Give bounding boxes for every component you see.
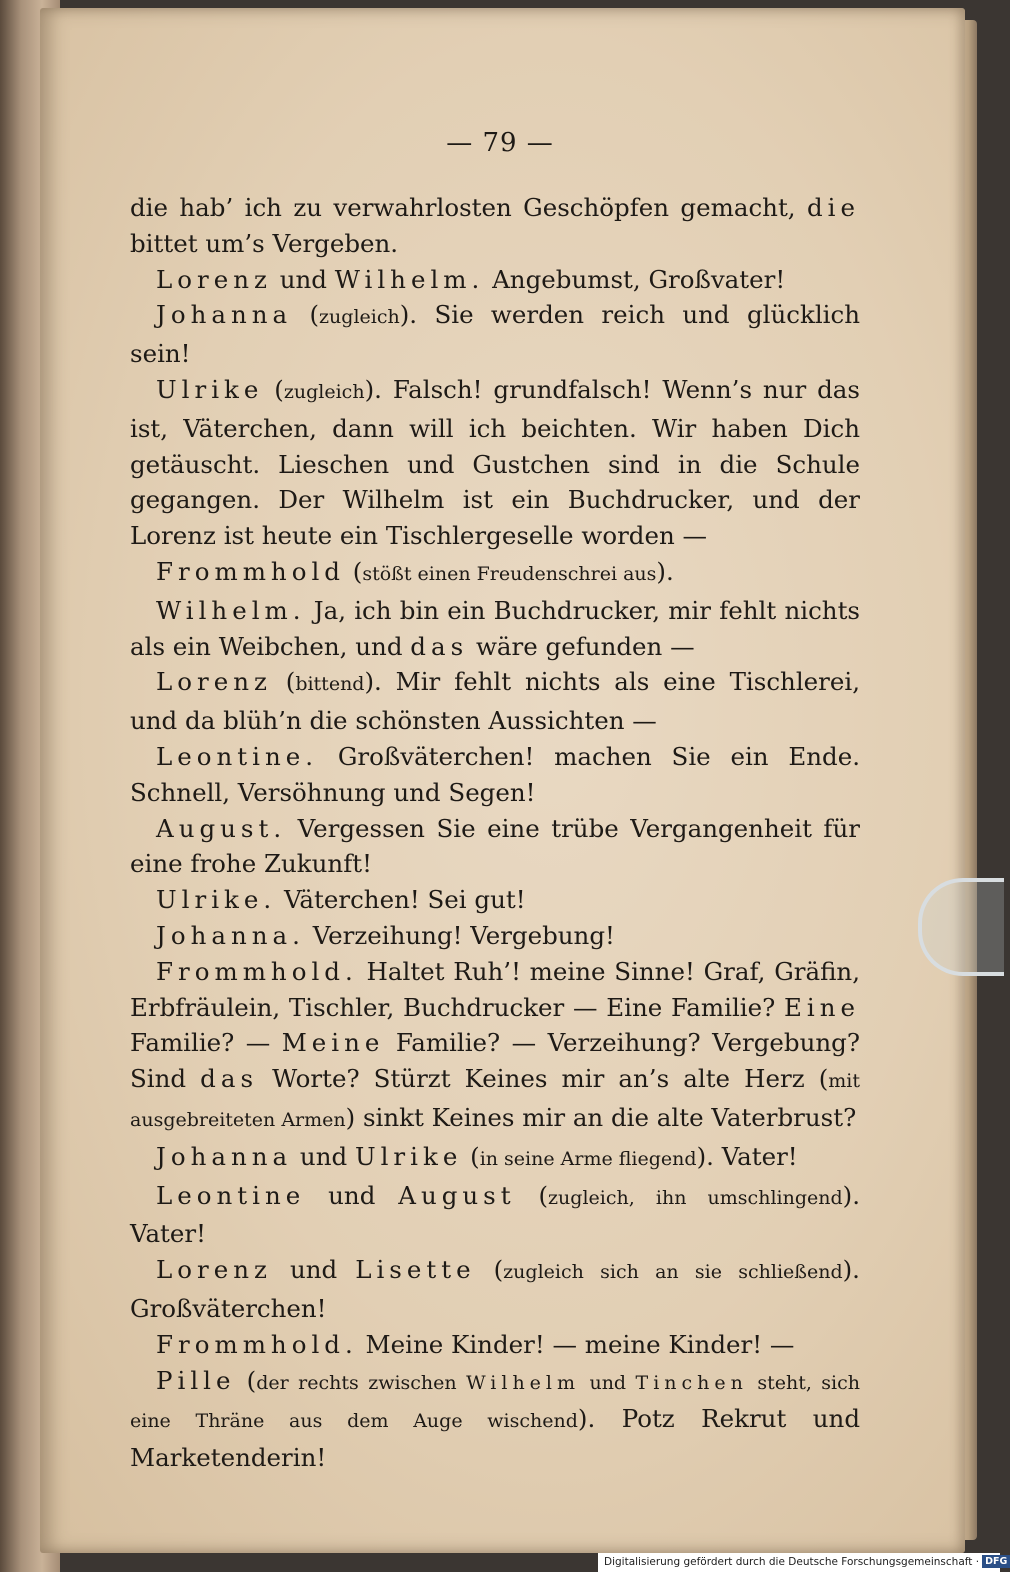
speaker-name: Johanna [156,1141,293,1171]
text-paragraph [130,1327,860,1363]
speaker-name: August. [156,813,287,843]
text-run: Angebumst, Großvater! [484,264,786,294]
stage-direction: mit ausgebreiteten Armen [130,1070,860,1131]
speaker-name: Wilhelm. [156,595,306,625]
text-paragraph [130,1139,860,1178]
stage-direction-name: Tinchen [635,1371,748,1394]
text-paragraph [130,1252,860,1327]
speaker-name: Lorenz [156,667,272,697]
text-paragraph [130,918,860,954]
speaker-name: Frommhold [156,556,345,586]
text-run: und [271,264,335,294]
text-run: ). Potz Rekrut und Marketenderin! [130,1404,861,1473]
text-run: Großväterchen! machen Sie ein Ende. Schnell, Versöhnung und Segen! [130,741,860,807]
text-run: und [305,1180,399,1210]
speaker-name: Leontine. [156,741,319,771]
digitization-credit [598,1553,1008,1572]
text-paragraph [130,811,860,883]
text-run: ( [515,1180,549,1210]
text-paragraph [130,1178,860,1253]
text-paragraph [130,297,860,372]
speaker-name: das [200,1064,259,1094]
speaker-name: das [410,631,469,661]
credit-text: Digitalisierung gefördert durch die Deutsche Forschungsgemeinschaft · [604,1556,980,1568]
text-run: ). Vater! [696,1141,798,1171]
stage-direction: steht, sich eine Thräne aus dem Auge wischend [130,1371,860,1433]
text-run: wäre gefunden — [468,631,695,661]
text-paragraph [130,664,860,739]
text-paragraph [130,739,860,811]
speaker-name: Meine [281,1028,385,1058]
text-run: ( [462,1141,480,1171]
text-run: ( [344,556,363,586]
text-paragraph [130,1363,860,1476]
text-run: ( [292,300,320,330]
speaker-name: August [398,1180,516,1210]
text-paragraph [130,954,860,1139]
text-run: ). Großväterchen! [130,1255,860,1323]
stage-direction: und [580,1371,636,1394]
text-run: Vergessen Sie eine trübe Vergangenheit für eine frohe Zukunft! [130,813,860,879]
stage-direction: der rechts zwischen [256,1371,467,1394]
text-paragraph [130,262,860,298]
text-run: ). Sie werden reich und glücklich sein! [130,300,860,369]
stage-direction: zugleich [283,380,365,403]
stage-direction: zugleich, ihn umschlingend [548,1186,843,1209]
stage-direction-name: Wilhelm [466,1371,581,1394]
text-run: ). Mir fehlt nichts als eine Tischlerei, und da blüh’n die schönsten Aussichten — [130,667,860,736]
speaker-name: Lorenz [156,1255,272,1285]
text-run: bittet um’s Vergeben. [130,228,399,258]
stage-direction: in seine Arme fliegend [479,1147,697,1170]
speaker-name: Johanna. [156,920,305,950]
speaker-name: Eine [784,992,860,1022]
text-run: die hab’ ich zu verwahrlosten Geschöpfen gemacht, [130,193,807,222]
speaker-name: Leontine [156,1180,306,1210]
stage-direction: bittend [295,673,365,696]
text-run: ) sinkt Keines mir an die alte Vaterbrust? [345,1102,857,1132]
text-run: ( [475,1255,504,1285]
book-clip [918,878,1004,976]
text-run: ). [656,556,674,586]
speaker-name: Wilhelm. [334,264,485,294]
text-paragraph [130,593,860,665]
text-run: Worte? Stürzt Keines mir an’s alte Herz ( [258,1064,829,1094]
speaker-name: Frommhold. [156,956,358,986]
text-run: Haltet Ruh’! meine Sinne! Graf, Gräfin, Erbfräulein, Tischler, Buchdrucker — Eine Familie? [130,956,860,1022]
text-run: und [292,1141,355,1171]
speaker-name: Johanna [156,300,293,330]
page-number: — 79 — [446,128,554,158]
speaker-name: Ulrike. [156,885,277,915]
stage-direction: zugleich [319,306,400,329]
text-run: Familie? — [130,1028,282,1058]
speaker-name: Lorenz [156,264,272,294]
text-paragraph [130,882,860,918]
text-run: Ja, ich bin ein Buchdrucker, mir fehlt nichts als ein Weibchen, und [130,595,860,661]
stage-direction: stößt einen Freudenschrei aus [362,562,657,585]
text-run: Familie? — Verzeihung? Vergebung? Sind [130,1028,860,1094]
text-run: Väterchen! Sei gut! [276,885,526,915]
text-paragraph [130,190,860,262]
page-text [130,190,860,1476]
speaker-name: die [806,193,860,222]
speaker-name: Frommhold. [156,1329,358,1359]
dfg-logo: DFG [982,1555,1010,1568]
text-run: ). Vater! [130,1180,860,1249]
text-run: Verzeihung! Vergebung! [304,920,615,950]
text-paragraph [130,372,860,554]
speaker-name: Ulrike [354,1141,463,1171]
text-run: ( [235,1365,257,1395]
speaker-name: Pille [156,1365,236,1395]
text-run: ). Falsch! grundfalsch! Wenn’s nur das ist, Väterchen, dann will ich beichten. Wir haben Dich getäuscht. Lieschen und Gustchen sind in die Schule gegangen. Der Wilhelm ist ein Buchdrucker, und der Lorenz ist heute ein Tischlergeselle worden — [130,374,860,551]
text-run: und [271,1255,356,1285]
speaker-name: Ulrike [156,374,264,404]
text-paragraph [130,554,860,593]
text-run: ( [263,374,284,404]
stage-direction: zugleich sich an sie schließend [503,1261,843,1284]
text-run: ( [271,667,296,697]
text-run: Meine Kinder! — meine Kinder! — [357,1329,795,1359]
speaker-name: Lisette [355,1255,476,1285]
